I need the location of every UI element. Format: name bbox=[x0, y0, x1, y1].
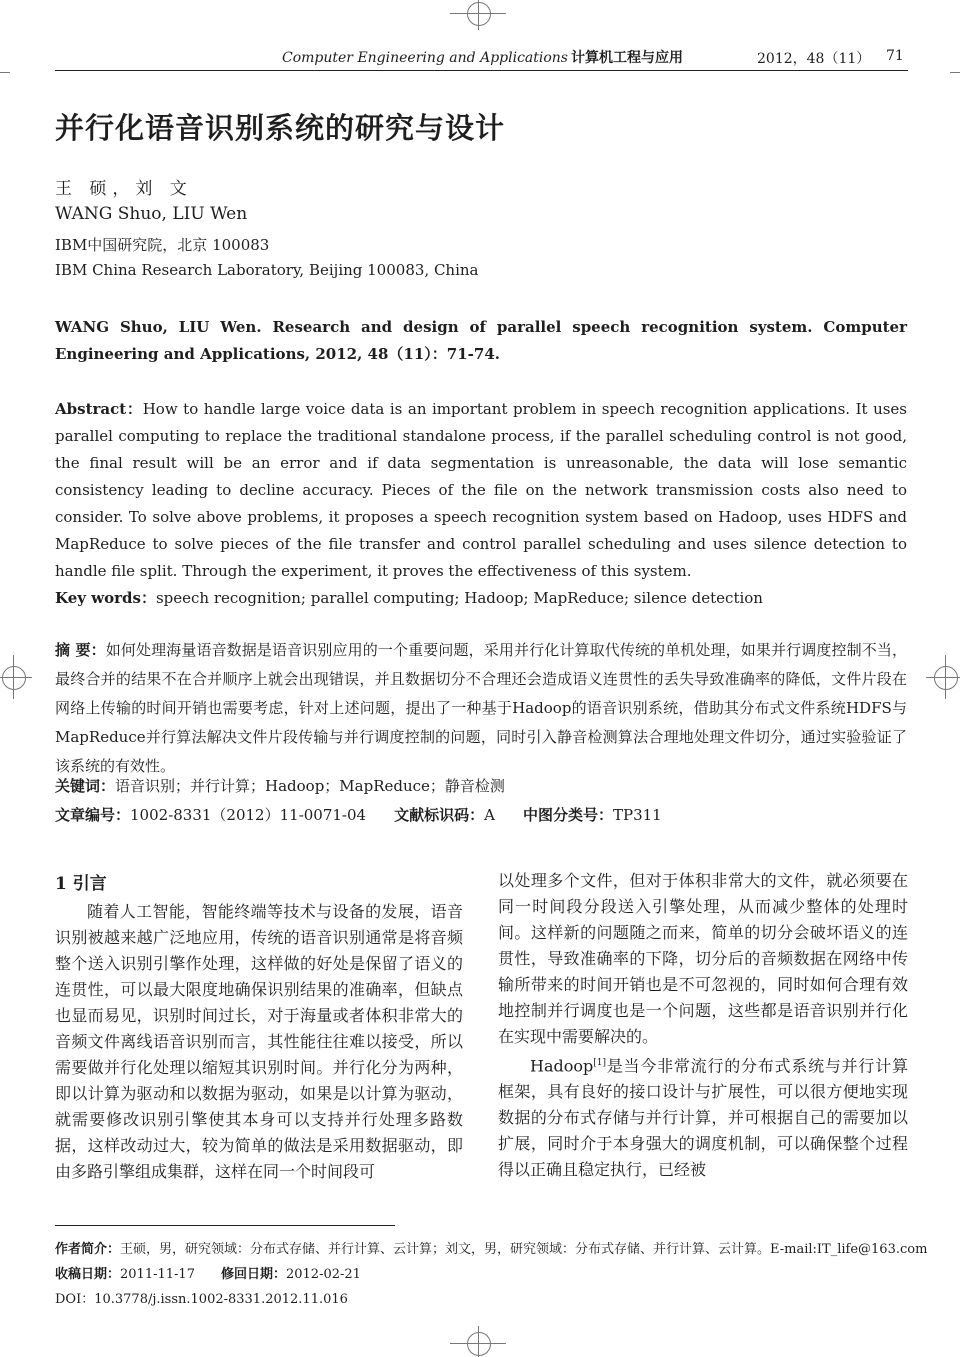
crop-mark-bottom-v bbox=[478, 1326, 479, 1357]
author-info: 王硕，男，研究领域：分布式存储、并行计算、云计算；刘文，男，研究领域：分布式存储、并行计算、云计算。E-mail:IT_life@163.com bbox=[120, 1242, 928, 1257]
article-no: 1002-8331（2012）11-0071-04 bbox=[130, 806, 367, 824]
revised-label: 修回日期： bbox=[220, 1267, 286, 1282]
footnote-author bbox=[55, 1238, 927, 1257]
journal-name-en: Computer Engineering and Applications bbox=[282, 50, 568, 66]
body-column-left bbox=[55, 899, 463, 1185]
body-paragraph-1-cont: 以处理多个文件，但对于体积非常大的文件，就必须要在同一时间段分段送入引擎处理，从而减少整体的处理时间。这样新的问题随之而来，简单的切分会破坏语义的连贯性，导致准确率的下降，切分后的音频数据在网络中传输所带来的时间开销也是不可忽视的，同时如何合理有效地控制并行调度也是一个问题，这些都是语音识别并行化在实现中需要解决的。 bbox=[498, 871, 908, 1046]
class-no: TP311 bbox=[612, 806, 662, 824]
abstract-cn-text: 如何处理海量语音数据是语音识别应用的一个重要问题，采用并行化计算取代传统的单机处理，如果并行调度控制不当，最终合并的结果不在合并顺序上就会出现错误，并且数据切分不合理还会造成语义连贯性的丢失导致准确率的降低，文件片段在网络上传输的时间开销也需要考虑，针对上述问题，提出了一种基于Hadoop的语音识别系统，借助其分布式文件系统HDFS与MapReduce并行算法解决文件片段传输与并行调度控制的问题，同时引入静音检测算法合理地处理文件切分，通过实验验证了该系统的有效性。 bbox=[55, 641, 907, 775]
header-rule bbox=[55, 70, 908, 71]
article-meta bbox=[55, 802, 662, 829]
footnote-rule bbox=[55, 1225, 395, 1226]
crop-mark-corner-right bbox=[950, 72, 960, 73]
footnote-doi: DOI：10.3778/j.issn.1002-8331.2012.11.016 bbox=[55, 1292, 348, 1307]
abstract-en-label: Abstract： bbox=[55, 400, 143, 418]
journal-name-cn: 计算机工程与应用 bbox=[571, 50, 683, 66]
running-header-journal bbox=[282, 47, 683, 67]
abstract-en-text: How to handle large voice data is an important problem in speech recognition applications. It uses parallel computing to replace the traditional standalone process, if the parallel scheduling control is not good, the final result will be an error and if data segmentation is unreasonable, the data will lose semantic consistency leading to decline accuracy. Pieces of the file on the network transmission costs also need to consider. To solve above problems, it proposes a speech recognition system based on Hadoop, uses HDFS and MapReduce to solve pieces of the file transfer and control parallel scheduling and uses silence detection to handle file split. Through the experiment, it proves the effectiveness of this system. bbox=[55, 400, 908, 580]
doc-code-label: 文献标识码： bbox=[394, 806, 485, 824]
keywords-en-text: speech recognition; parallel computing; Hadoop; MapReduce; silence detection bbox=[155, 589, 763, 607]
keywords-cn-text: 语音识别；并行计算；Hadoop；MapReduce；静音检测 bbox=[115, 777, 505, 795]
crop-mark-left-v bbox=[13, 655, 14, 699]
crop-mark-left bbox=[2, 666, 26, 690]
crop-mark-top bbox=[467, 2, 491, 26]
page-number: 71 bbox=[886, 48, 904, 64]
authors-cn: 王 硕，刘 文 bbox=[55, 179, 193, 199]
reference-marker: [1] bbox=[593, 1058, 606, 1068]
body-column-right bbox=[498, 868, 908, 1183]
doc-code: A bbox=[484, 806, 495, 824]
body-paragraph-2-text: 是当今非常流行的分布式系统与并行计算框架，具有良好的接口设计与扩展性，可以很方便地实现数据的分布式存储与并行计算，并可根据自己的需要加以扩展，同时介于本身强大的调度机制，可以确保整个过程得以正确且稳定执行，已经被 bbox=[498, 1056, 908, 1180]
body-paragraph-1: 随着人工智能，智能终端等技术与设备的发展，语音识别被越来越广泛地应用，传统的语音识别通常是将音频整个送入识别引擎作处理，这样做的好处是保留了语义的连贯性，可以最大限度地确保识别结果的准确率，但缺点也显而易见，识别时间过长，对于海量或者体积非常大的音频文件离线语音识别而言，其性能往往难以接受，所以需要做并行化处理以缩短其识别时间。并行化分为两种，即以计算为驱动和以数据为驱动，如果是以计算为驱动，就需要修改识别引擎使其本身可以支持并行处理多路数据，这样改动过大，较为简单的做法是采用数据驱动，即由多路引擎组成集群，这样在同一个时间段可 bbox=[55, 902, 463, 1181]
revised-date: 2012-02-21 bbox=[285, 1267, 361, 1282]
author-info-label: 作者简介： bbox=[55, 1242, 121, 1257]
keywords-cn bbox=[55, 773, 505, 800]
affiliation-en: IBM China Research Laboratory, Beijing 100083, China bbox=[55, 261, 479, 279]
abstract-cn bbox=[55, 636, 907, 781]
keywords-en-label: Key words： bbox=[55, 589, 156, 607]
crop-mark-right bbox=[934, 666, 958, 690]
hadoop-term: Hadoop bbox=[530, 1056, 594, 1076]
keywords-en bbox=[55, 585, 907, 612]
section-heading: 1 引言 bbox=[55, 874, 107, 894]
abstract-cn-label: 摘 要： bbox=[55, 641, 106, 659]
crop-mark-right-v bbox=[945, 655, 946, 699]
article-no-label: 文章编号： bbox=[55, 806, 131, 824]
received-label: 收稿日期： bbox=[55, 1267, 121, 1282]
abstract-en bbox=[55, 396, 907, 585]
body-paragraph-2 bbox=[498, 1050, 908, 1183]
keywords-cn-label: 关键词： bbox=[55, 777, 116, 795]
crop-mark-right-h bbox=[926, 677, 960, 678]
authors-en: WANG Shuo, LIU Wen bbox=[55, 204, 248, 224]
class-no-label: 中图分类号： bbox=[522, 806, 613, 824]
affiliation-cn: IBM中国研究院，北京 100083 bbox=[55, 236, 270, 254]
crop-mark-corner-left bbox=[0, 72, 10, 73]
crop-mark-top-v bbox=[478, 0, 479, 30]
footnote-dates bbox=[55, 1263, 361, 1282]
received-date: 2011-11-17 bbox=[120, 1267, 195, 1282]
paper-title: 并行化语音识别系统的研究与设计 bbox=[55, 111, 506, 145]
citation: WANG Shuo, LIU Wen. Research and design of parallel speech recognition system. Computer Engineering and Applications, 2012, 48（11）：71-74. bbox=[55, 318, 907, 363]
crop-mark-bottom bbox=[467, 1332, 491, 1356]
crop-mark-left-h bbox=[0, 677, 32, 678]
journal-volume: 2012，48（11） bbox=[757, 51, 871, 67]
